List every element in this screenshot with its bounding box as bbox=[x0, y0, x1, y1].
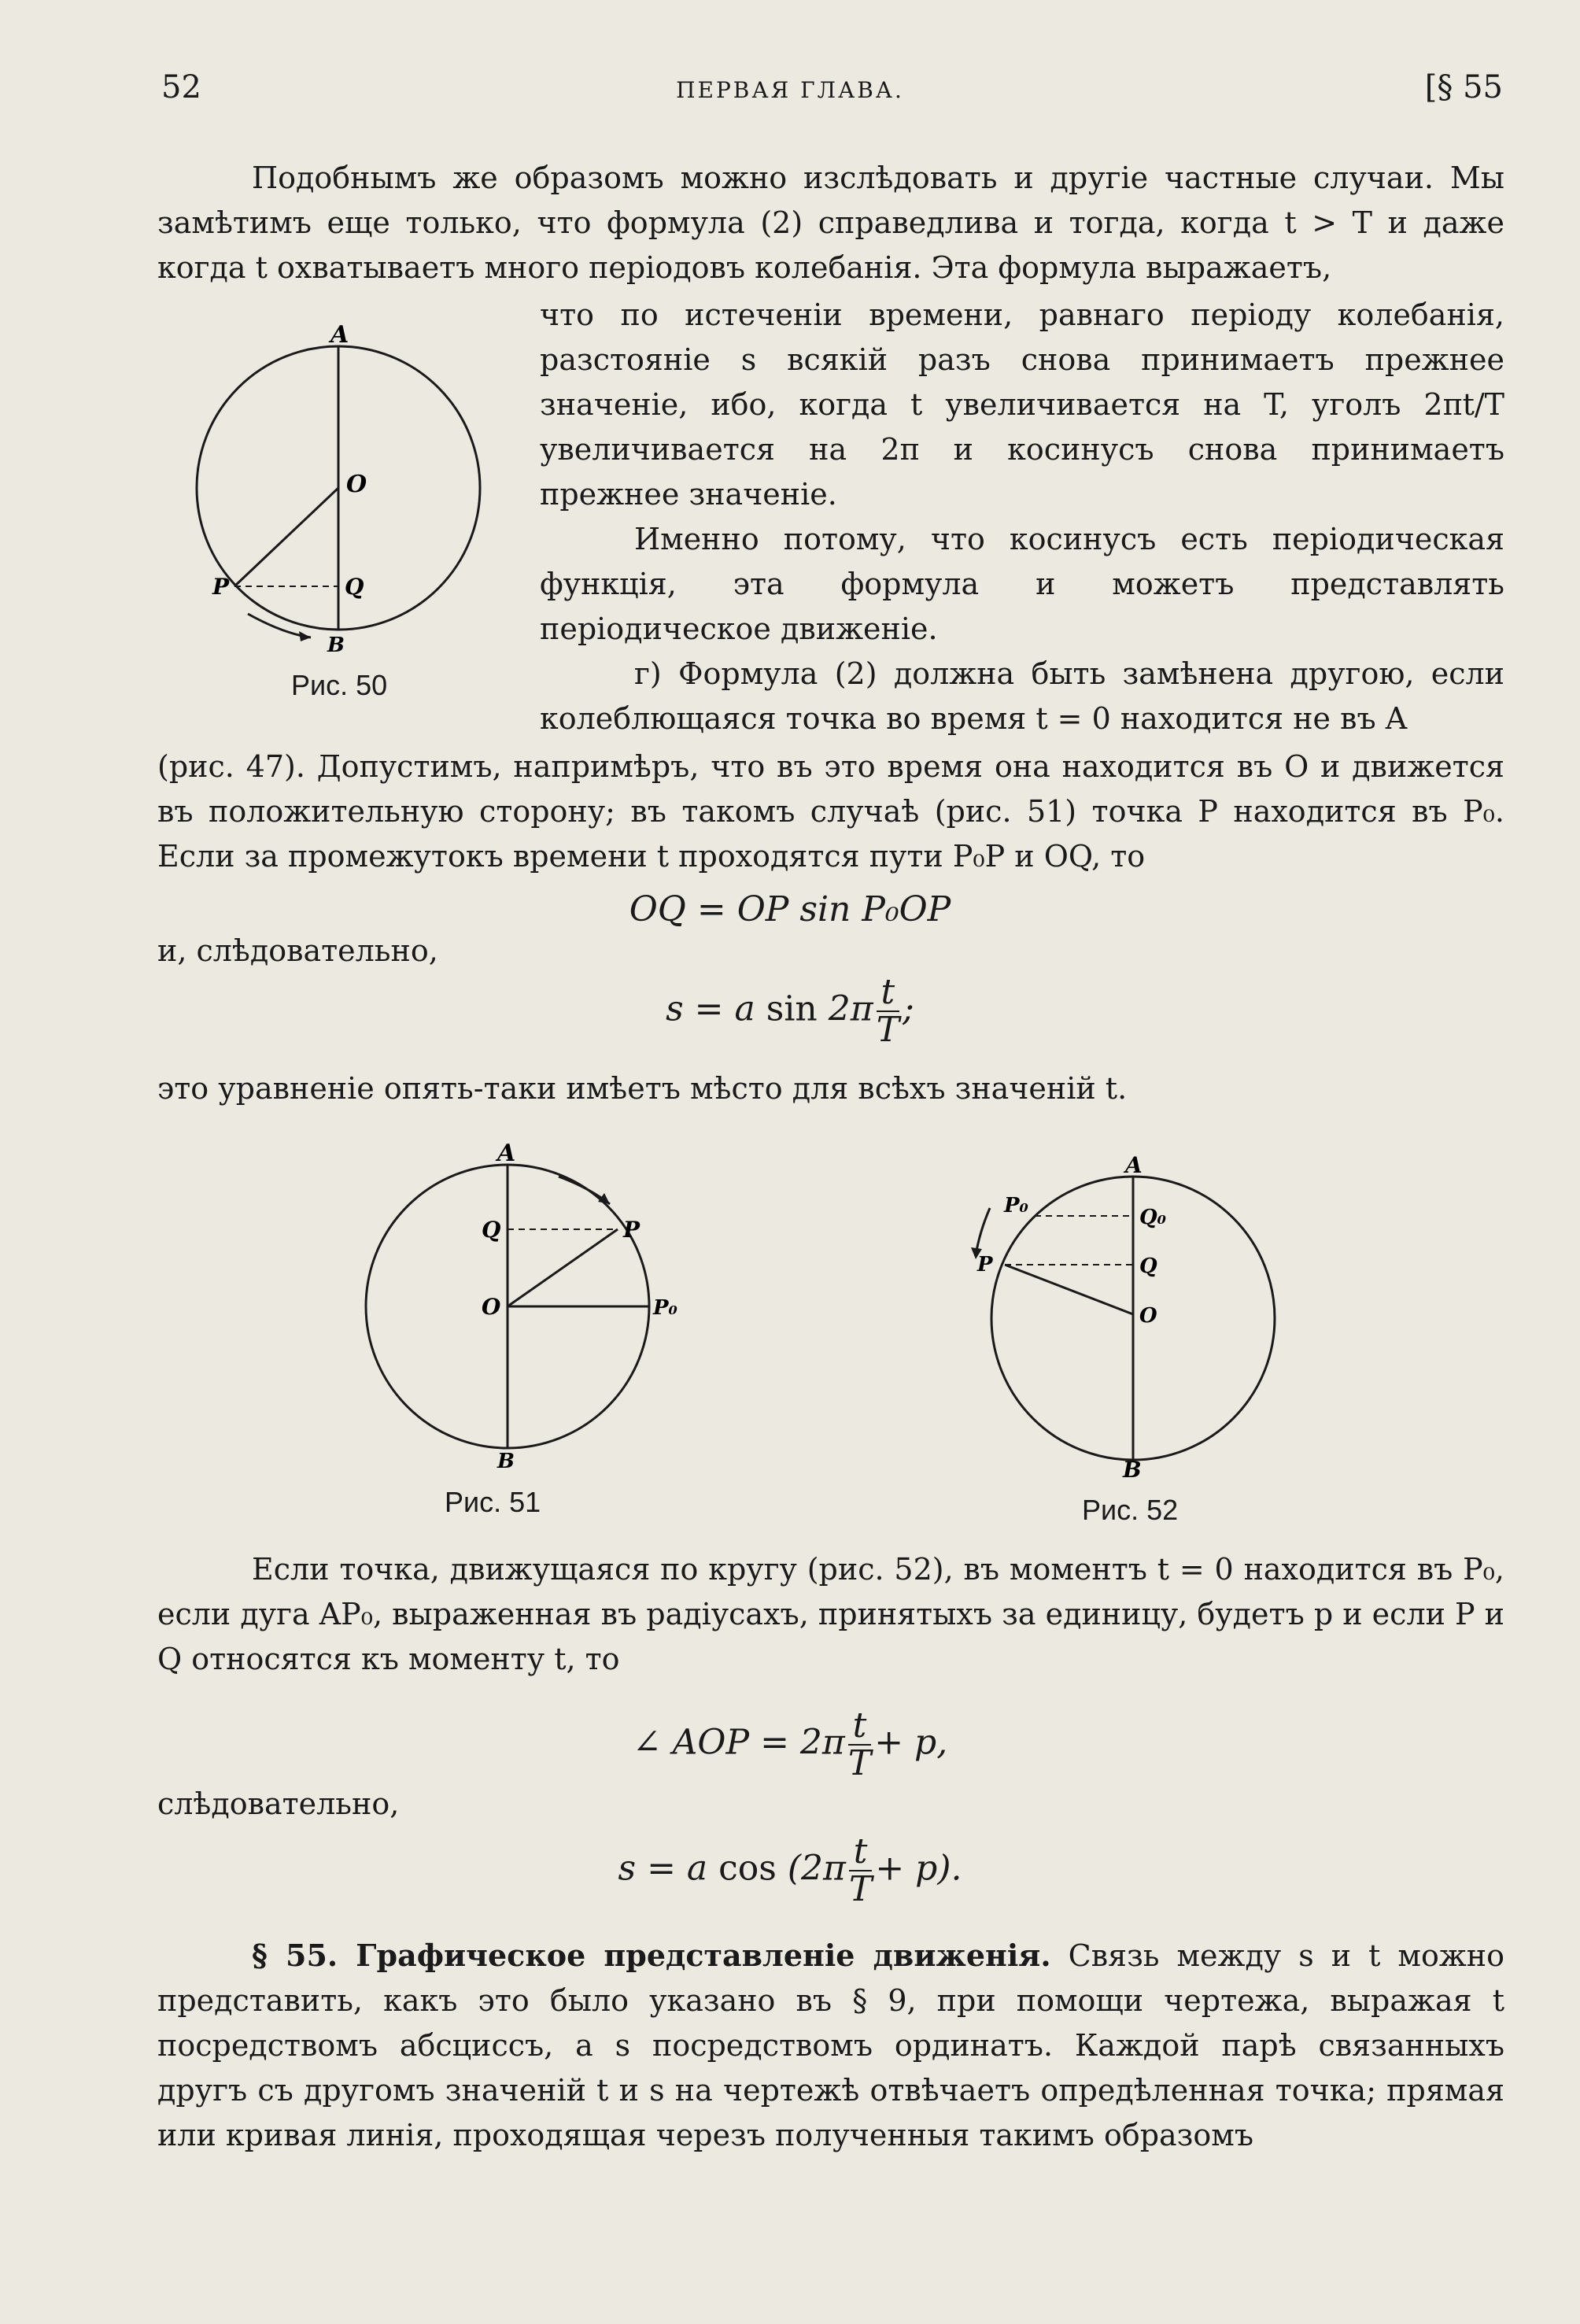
formula-3-den: T bbox=[847, 1743, 872, 1783]
formula-1: OQ = OP sin P₀OP bbox=[629, 889, 951, 929]
label-o: O bbox=[482, 1294, 501, 1320]
paragraph-1-text: Подобнымъ же образомъ можно изслѣдовать и другіе частные случаи. Мы замѣтимъ еще только, что формула (2) справедлива и тогда, когда t > T и даже когда t охватываетъ много періодовъ колебанія. Эта формула выражаетъ, bbox=[157, 161, 1504, 285]
formula-4-open: (2π bbox=[787, 1848, 846, 1889]
figure-51-caption: Рис. 51 bbox=[445, 1486, 541, 1518]
formula-2-fraction bbox=[877, 974, 899, 1048]
label-p0: P₀ bbox=[653, 1296, 677, 1320]
label-a: A bbox=[497, 1141, 516, 1167]
formula-2 bbox=[0, 974, 1580, 1048]
label-b: B bbox=[327, 634, 345, 653]
section-55-paragraph bbox=[157, 1933, 1504, 2158]
paragraph-1 bbox=[157, 156, 1504, 290]
formula-2-lhs: s = a bbox=[666, 988, 755, 1029]
label-p: P bbox=[623, 1217, 640, 1243]
motion-arrow bbox=[976, 1208, 990, 1255]
label-q: Q bbox=[482, 1217, 501, 1243]
paragraph-3b-text: (рис. 47). Допустимъ, напримѣръ, что въ это время она находится въ O и движется въ положительную сторону; въ такомъ случаѣ (рис. 51) точка P находится въ P₀. Если за промежутокъ времени t проходятся пути P₀P и OQ, то bbox=[157, 749, 1504, 874]
line-and-therefore: и, слѣдовательно, bbox=[157, 933, 438, 968]
paragraph-3b bbox=[157, 744, 1504, 879]
label-a: A bbox=[1125, 1153, 1143, 1178]
label-b: B bbox=[497, 1450, 515, 1472]
formula-4 bbox=[0, 1831, 1580, 1909]
formula-2-tail: ; bbox=[903, 988, 914, 1029]
figure-50 bbox=[173, 323, 504, 653]
label-p0: P₀ bbox=[1004, 1194, 1028, 1217]
radius-op bbox=[508, 1229, 618, 1306]
formula-2-fn: sin bbox=[766, 988, 818, 1029]
formula-2-den: T bbox=[876, 1010, 900, 1050]
chapter-title: ПЕРВАЯ ГЛАВА. bbox=[676, 77, 904, 103]
radius-op bbox=[1005, 1265, 1133, 1314]
paragraph-2-text: Именно потому, что косинусъ есть періодическая функція, эта формула и можетъ представлять періодическое движеніе. bbox=[540, 522, 1504, 646]
figure-51 bbox=[346, 1141, 692, 1472]
formula-3-lhs: ∠ AOP = 2π bbox=[632, 1722, 845, 1763]
label-a: A bbox=[330, 323, 349, 349]
section-55-heading: § 55. Графическое представленіе движенія. bbox=[252, 1938, 1051, 1973]
formula-4-lhs: s = a bbox=[618, 1848, 708, 1889]
formula-4-fn: cos bbox=[718, 1848, 777, 1889]
label-o: O bbox=[346, 471, 367, 498]
label-b: B bbox=[1123, 1457, 1142, 1483]
label-o: O bbox=[1139, 1304, 1157, 1328]
section-55 bbox=[157, 1933, 1504, 2158]
formula-4-num: t bbox=[849, 1834, 872, 1871]
figure-52 bbox=[960, 1153, 1290, 1483]
page-number: 52 bbox=[161, 69, 201, 105]
radius-op bbox=[234, 488, 338, 586]
label-p: P bbox=[212, 574, 230, 600]
paragraph-3a-text: г) Формула (2) должна быть замѣнена другою, если колеблющаяся точка во время t = 0 находится не въ A bbox=[540, 656, 1504, 736]
section-55-text: Связь между s и t можно представить, какъ это было указано въ § 9, при помощи чертежа, выражая t посредствомъ абсциссъ, а s посредствомъ ординатъ. Каждой парѣ связанныхъ другъ съ другомъ значеній t и s на чертежѣ отвѣчаетъ опредѣленная точка; прямая или кривая линія, проходящая черезъ полученныя такимъ образомъ bbox=[157, 1938, 1504, 2152]
label-p: P bbox=[977, 1253, 993, 1277]
formula-2-coef: 2π bbox=[828, 988, 873, 1029]
paragraph-1-continued bbox=[540, 293, 1504, 741]
label-q0: Q₀ bbox=[1139, 1206, 1167, 1229]
formula-4-den: T bbox=[848, 1869, 873, 1909]
paragraph-5-text: Если точка, движущаяся по кругу (рис. 52), въ моментъ t = 0 находится въ P₀, если дуга AP₀, выраженная въ радіусахъ, принятыхъ за единицу, будетъ p и если P и Q относятся къ моменту t, то bbox=[157, 1552, 1504, 1676]
section-marker: [§ 55 bbox=[1424, 69, 1503, 105]
formula-3-num: t bbox=[848, 1708, 871, 1746]
formula-4-fraction bbox=[848, 1831, 873, 1909]
figure-50-caption: Рис. 50 bbox=[291, 669, 388, 701]
paragraph-5 bbox=[157, 1547, 1504, 1682]
formula-3-tail: + p, bbox=[874, 1722, 948, 1763]
paragraph-4: это уравненіе опять-таки имѣетъ мѣсто для всѣхъ значеній t. bbox=[157, 1071, 1128, 1106]
line-therefore: слѣдовательно, bbox=[157, 1786, 400, 1821]
formula-2-num: t bbox=[877, 974, 899, 1012]
paragraph-1b-text: что по истеченіи времени, равнаго періоду колебанія, разстояніе s всякій разъ снова принимаетъ прежнее значеніе, ибо, когда t увеличивается на T, уголъ 2πt/T увеличивается на 2π и косинусъ снова принимаетъ прежнее значеніе. bbox=[540, 297, 1504, 512]
formula-4-tail: + p). bbox=[875, 1848, 962, 1889]
label-q: Q bbox=[345, 574, 364, 600]
label-q: Q bbox=[1139, 1254, 1157, 1278]
figure-52-caption: Рис. 52 bbox=[1082, 1494, 1179, 1526]
formula-3 bbox=[0, 1705, 1580, 1783]
formula-3-fraction bbox=[847, 1705, 872, 1783]
